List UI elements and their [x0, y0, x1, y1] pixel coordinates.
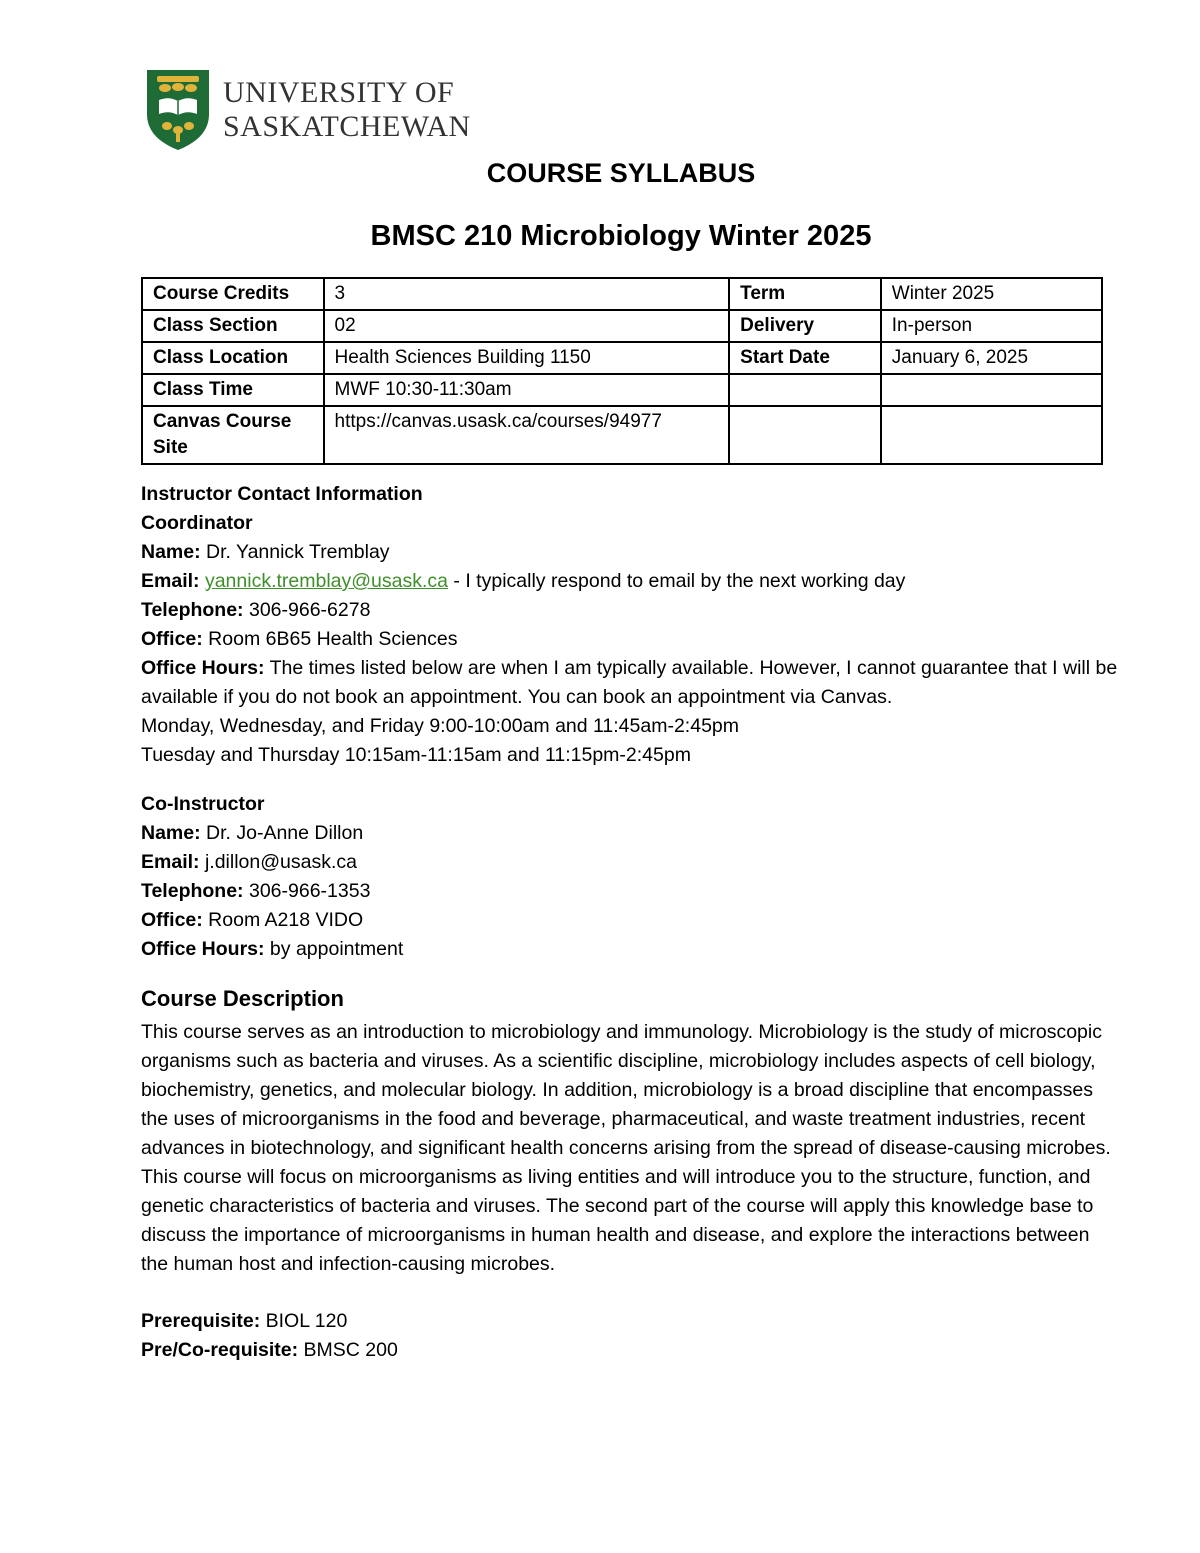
- co-instructor-email: Email: j.dillon@usask.ca: [141, 851, 357, 873]
- table-row: [142, 374, 1102, 406]
- table-cell-key: [729, 406, 881, 464]
- table-cell-value: 3: [324, 278, 730, 310]
- table-cell-value: In-person: [881, 310, 1102, 342]
- table-cell-key: Course Credits: [142, 278, 324, 310]
- table-row: [142, 310, 1102, 342]
- table-cell-value: Winter 2025: [881, 278, 1102, 310]
- table-cell-value: January 6, 2025: [881, 342, 1102, 374]
- coordinator-phone: Telephone: 306-966-6278: [141, 599, 371, 621]
- table-cell-value: MWF 10:30-11:30am: [324, 374, 730, 406]
- course-title: BMSC 210 Microbiology Winter 2025: [370, 220, 872, 252]
- table-cell-value: [881, 406, 1102, 464]
- coordinator-name: Name: Dr. Yannick Tremblay: [141, 541, 390, 563]
- coordinator-email: Email: yannick.tremblay@usask.ca - I typically respond to email by the next working day: [141, 570, 906, 592]
- co-instructor-name: Name: Dr. Jo-Anne Dillon: [141, 822, 364, 844]
- coordinator-office: Office: Room 6B65 Health Sciences: [141, 628, 458, 650]
- logo-line-2: SASKATCHEWAN: [223, 110, 471, 143]
- coordinator-email-link[interactable]: yannick.tremblay@usask.ca: [204, 570, 449, 592]
- table-cell-key: Term: [729, 278, 881, 310]
- university-crest-icon: [145, 68, 211, 152]
- co-instructor-office: Office: Room A218 VIDO: [141, 909, 364, 931]
- table-cell-value: 02: [324, 310, 730, 342]
- logo-line-1: UNIVERSITY OF: [223, 76, 455, 109]
- table-cell-value: Health Sciences Building 1150: [324, 342, 730, 374]
- syllabus-heading: COURSE SYLLABUS: [486, 158, 756, 188]
- table-cell-key: Class Location: [142, 342, 324, 374]
- table-cell-value: [881, 374, 1102, 406]
- contact-heading: Instructor Contact Information: [141, 483, 423, 505]
- table-cell-key: [729, 374, 881, 406]
- coordinator-hours-line-2: Tuesday and Thursday 10:15am-11:15am and 11:15pm-2:45pm: [141, 744, 691, 766]
- co-instructor-office-hours: Office Hours: by appointment: [141, 938, 404, 960]
- table-row: [142, 278, 1102, 310]
- table-cell-key: Start Date: [729, 342, 881, 374]
- table-cell-key: Class Time: [142, 374, 324, 406]
- table-cell-key: Canvas Course Site: [142, 406, 324, 464]
- table-row: [142, 406, 1102, 464]
- coordinator-heading: Coordinator: [141, 512, 253, 534]
- corequisite: Pre/Co-requisite: BMSC 200: [141, 1339, 398, 1361]
- table-cell-key: Delivery: [729, 310, 881, 342]
- co-instructor-phone: Telephone: 306-966-1353: [141, 880, 371, 902]
- syllabus-body: [141, 480, 1121, 1365]
- canvas-course-link[interactable]: https://canvas.usask.ca/courses/94977: [324, 406, 730, 464]
- course-info-table: [141, 277, 1103, 465]
- course-description-para-1: This course serves as an introduction to microbiology and immunology. Microbiology is the study of microscopic organisms such as bacteria and viruses. As a scientific discipline, microbiology includes aspects of cell biology, biochemistry, genetics, and molecular biology. In addition, microbiology is a broad discipline that encompasses the uses of microorganisms in the food and beverage, pharmaceutical, and waste treatment industries, recent advances in biotechnology, and significant health concerns arising from the spread of disease-causing microbes.: [141, 1021, 1111, 1159]
- coordinator-hours-line-1: Monday, Wednesday, and Friday 9:00-10:00am and 11:45am-2:45pm: [141, 715, 739, 737]
- table-row: [142, 342, 1102, 374]
- course-description-heading: Course Description: [141, 986, 344, 1011]
- co-instructor-heading: Co-Instructor: [141, 793, 265, 815]
- course-description-para-2: This course will focus on microorganisms as living entities and will introduce you to the structure, function, and genetic characteristics of bacteria and viruses. The second part of the course will apply this knowledge base to discuss the importance of microorganisms in human health and disease, and explore the interactions between the human host and infection-causing microbes.: [141, 1166, 1094, 1275]
- prerequisite: Prerequisite: BIOL 120: [141, 1310, 348, 1332]
- university-logo: [145, 68, 471, 152]
- table-cell-key: Class Section: [142, 310, 324, 342]
- coordinator-office-hours: Office Hours: The times listed below are when I am typically available. However, I cannot guarantee that I will be available if you do not book an appointment. You can book an appointment via Canvas.: [141, 657, 1118, 708]
